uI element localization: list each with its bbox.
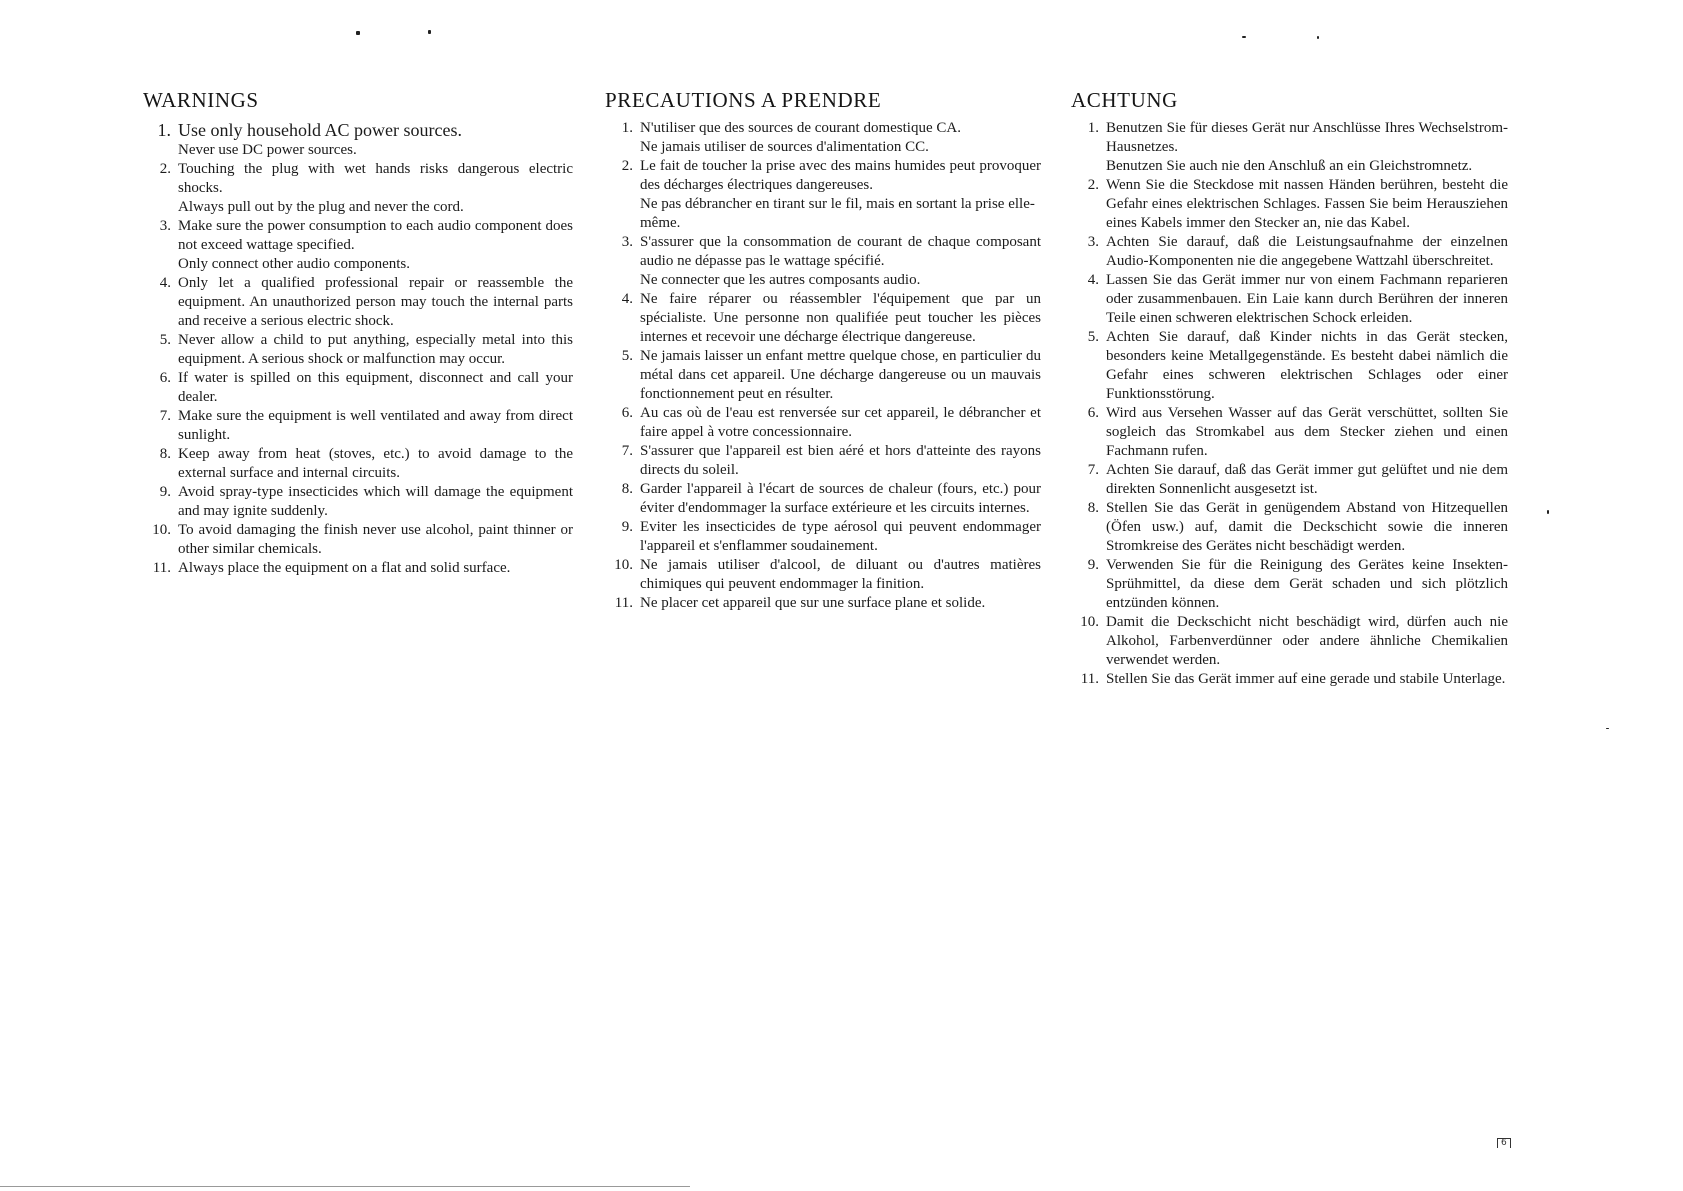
list-item — [605, 442, 1041, 480]
list-item — [1071, 233, 1508, 271]
item-number: 5. — [621, 348, 633, 364]
precautions-section — [605, 88, 1041, 613]
item-number: 8. — [621, 481, 633, 497]
item-number: 9. — [1087, 557, 1099, 573]
item-text: Achten Sie darauf, daß die Leistungsaufnahme der einzelnen Audio-Komponenten nie die angegebene Wattzahl überschreitet. — [1106, 234, 1508, 269]
scan-speck — [428, 30, 431, 34]
item-number: 8. — [1087, 500, 1099, 516]
item-text: Never allow a child to put anything, especially metal into this equipment. A serious shock or malfunction may occur. — [178, 332, 573, 367]
item-number: 1. — [621, 120, 633, 136]
item-text: Wenn Sie die Steckdose mit nassen Händen berühren, besteht die Gefahr eines elektrischen Schlages. Fassen Sie beim Herausziehen eines Kabels immer den Stecker an, nie das Kabel. — [1106, 177, 1508, 231]
item-text: Eviter les insecticides de type aérosol qui peuvent endommager l'appareil et s'enflammer soudainement. — [640, 519, 1041, 554]
item-text: S'assurer que l'appareil est bien aéré et hors d'atteinte des rayons directs du soleil. — [640, 443, 1041, 478]
item-number: 4. — [621, 291, 633, 307]
item-text: Make sure the equipment is well ventilated and away from direct sunlight. — [178, 408, 573, 443]
item-number: 10. — [152, 522, 171, 538]
list-item — [1071, 461, 1508, 499]
item-text: Lassen Sie das Gerät immer nur von einem Fachmann reparieren oder zusammenbauen. Ein Laie kann durch Berühren der inneren Teile einen schweren elektrischen Schock erleiden. — [1106, 272, 1508, 326]
list-item — [143, 217, 573, 274]
list-item — [1071, 271, 1508, 328]
scan-speck — [1242, 36, 1246, 38]
list-item — [605, 347, 1041, 404]
warnings-list — [143, 119, 573, 578]
item-text: Stellen Sie das Gerät in genügendem Abstand von Hitzequellen (Öfen usw.) auf, damit die Deckschicht sowie die inneren Stromkreise des Gerätes nicht beschädigt werden. — [1106, 500, 1508, 554]
scan-speck — [356, 31, 360, 35]
list-item — [143, 119, 573, 160]
item-text: Achten Sie darauf, daß Kinder nichts in das Gerät stecken, besonders keine Metallgegenstände. Es besteht dabei nämlich die Gefahr eines schweren elektrischen Schlages oder einer Funktionsstörung. — [1106, 329, 1508, 402]
scan-speck — [1606, 728, 1609, 729]
scan-edge-line — [0, 1186, 690, 1187]
page-number: 6 — [1497, 1138, 1511, 1148]
achtung-heading: ACHTUNG — [1071, 88, 1178, 112]
item-number: 2. — [1087, 177, 1099, 193]
item-number: 11. — [1080, 671, 1099, 687]
item-text: Only let a qualified professional repair or reassemble the equipment. An unauthorized person may touch the internal parts and receive a serious electric shock. — [178, 275, 573, 329]
item-number: 5. — [1087, 329, 1099, 345]
list-item — [1071, 556, 1508, 613]
item-number: 3. — [1087, 234, 1099, 250]
list-item — [605, 404, 1041, 442]
item-number: 11. — [152, 560, 171, 576]
item-text: Stellen Sie das Gerät immer auf eine gerade und stabile Unterlage. — [1106, 671, 1506, 687]
precautions-list — [605, 119, 1041, 613]
achtung-section — [1071, 88, 1508, 689]
list-item — [143, 445, 573, 483]
item-number: 9. — [621, 519, 633, 535]
list-item — [1071, 176, 1508, 233]
list-item — [605, 290, 1041, 347]
item-text: Use only household AC power sources. — [178, 120, 462, 140]
list-item — [143, 521, 573, 559]
item-text: Ne jamais laisser un enfant mettre quelque chose, en particulier du métal dans cet appareil. Une décharge dangereuse ou un mauvais fonctionnement peut en résulter. — [640, 348, 1041, 402]
item-number: 11. — [614, 595, 633, 611]
item-number: 8. — [159, 446, 171, 462]
item-subtext: Ne pas débrancher en tirant sur le fil, mais en sortant la prise elle-même. — [640, 196, 1035, 231]
warnings-heading: WARNINGS — [143, 88, 259, 112]
list-item — [1071, 119, 1508, 176]
warnings-section — [143, 88, 573, 578]
item-text: Au cas où de l'eau est renversée sur cet appareil, le débrancher et faire appel à votre concessionnaire. — [640, 405, 1041, 440]
item-text: Always place the equipment on a flat and solid surface. — [178, 560, 511, 576]
item-text: Ne jamais utiliser d'alcool, de diluant ou d'autres matières chimiques qui peuvent endommager la finition. — [640, 557, 1041, 592]
item-number: 5. — [159, 332, 171, 348]
item-text: Garder l'appareil à l'écart de sources de chaleur (fours, etc.) pour éviter d'endommager la surface extérieure et les circuits internes. — [640, 481, 1041, 516]
item-text: Le fait de toucher la prise avec des mains humides peut provoquer des décharges électriques dangereuses. — [640, 158, 1041, 193]
item-subtext: Benutzen Sie auch nie den Anschluß an ein Gleichstromnetz. — [1106, 158, 1473, 174]
item-number: 3. — [621, 234, 633, 250]
list-item — [605, 518, 1041, 556]
list-item — [143, 559, 573, 578]
precautions-heading: PRECAUTIONS A PRENDRE — [605, 88, 882, 112]
list-item — [605, 480, 1041, 518]
item-subtext: Ne connecter que les autres composants audio. — [640, 272, 921, 288]
item-number: 7. — [621, 443, 633, 459]
list-item — [1071, 613, 1508, 670]
list-item — [605, 119, 1041, 157]
item-number: 6. — [621, 405, 633, 421]
item-number: 1. — [157, 120, 171, 140]
item-number: 1. — [1087, 120, 1099, 136]
achtung-list — [1071, 119, 1508, 689]
item-text: Make sure the power consumption to each audio component does not exceed wattage specified. — [178, 218, 573, 253]
scan-speck — [1547, 510, 1549, 514]
item-number: 2. — [159, 161, 171, 177]
item-text: Verwenden Sie für die Reinigung des Gerätes keine Insekten-Sprühmittel, da diese dem Gerät schaden und sich plötzlich entzünden können. — [1106, 557, 1508, 611]
scan-speck — [1317, 36, 1319, 39]
list-item — [1071, 328, 1508, 404]
item-text: Keep away from heat (stoves, etc.) to avoid damage to the external surface and internal circuits. — [178, 446, 573, 481]
item-number: 6. — [159, 370, 171, 386]
list-item — [1071, 499, 1508, 556]
item-subtext: Only connect other audio components. — [178, 256, 411, 272]
list-item — [605, 157, 1041, 233]
list-item — [1071, 404, 1508, 461]
item-number: 10. — [1080, 614, 1099, 630]
list-item — [143, 274, 573, 331]
item-text: To avoid damaging the finish never use alcohol, paint thinner or other similar chemicals. — [178, 522, 573, 557]
item-number: 6. — [1087, 405, 1099, 421]
item-number: 3. — [159, 218, 171, 234]
list-item — [143, 407, 573, 445]
list-item — [143, 331, 573, 369]
item-text: Benutzen Sie für dieses Gerät nur Anschlüsse Ihres Wechselstrom-Hausnetzes. — [1106, 120, 1508, 155]
item-subtext: Never use DC power sources. — [178, 142, 357, 158]
item-text: If water is spilled on this equipment, disconnect and call your dealer. — [178, 370, 573, 405]
item-text: Touching the plug with wet hands risks dangerous electric shocks. — [178, 161, 573, 196]
item-number: 7. — [159, 408, 171, 424]
item-number: 4. — [1087, 272, 1099, 288]
list-item — [605, 556, 1041, 594]
list-item — [1071, 670, 1508, 689]
list-item — [143, 483, 573, 521]
list-item — [143, 160, 573, 217]
item-text: Wird aus Versehen Wasser auf das Gerät verschüttet, sollten Sie sogleich das Stromkabel aus dem Stecker ziehen und einen Fachmann rufen. — [1106, 405, 1508, 459]
item-text: Damit die Deckschicht nicht beschädigt wird, dürfen auch nie Alkohol, Farbenverdünner oder andere ähnliche Chemikalien verwendet werden. — [1106, 614, 1508, 668]
list-item — [605, 233, 1041, 290]
item-text: S'assurer que la consommation de courant de chaque composant audio ne dépasse pas le wattage spécifié. — [640, 234, 1041, 269]
item-number: 9. — [159, 484, 171, 500]
item-subtext: Always pull out by the plug and never the cord. — [178, 199, 464, 215]
item-number: 2. — [621, 158, 633, 174]
item-number: 4. — [159, 275, 171, 291]
item-text: N'utiliser que des sources de courant domestique CA. — [640, 120, 961, 136]
item-text: Avoid spray-type insecticides which will damage the equipment and may ignite suddenly. — [178, 484, 573, 519]
list-item — [143, 369, 573, 407]
item-text: Ne placer cet appareil que sur une surface plane et solide. — [640, 595, 986, 611]
item-number: 10. — [614, 557, 633, 573]
item-text: Achten Sie darauf, daß das Gerät immer gut gelüftet und nie dem direkten Sonnenlicht ausgesetzt ist. — [1106, 462, 1508, 497]
list-item — [605, 594, 1041, 613]
item-subtext: Ne jamais utiliser de sources d'alimentation CC. — [640, 139, 929, 155]
item-text: Ne faire réparer ou réassembler l'équipement que par un spécialiste. Une personne non qualifiée peut toucher les pièces internes et recevoir une décharge électrique dangereuse. — [640, 291, 1041, 345]
item-number: 7. — [1087, 462, 1099, 478]
